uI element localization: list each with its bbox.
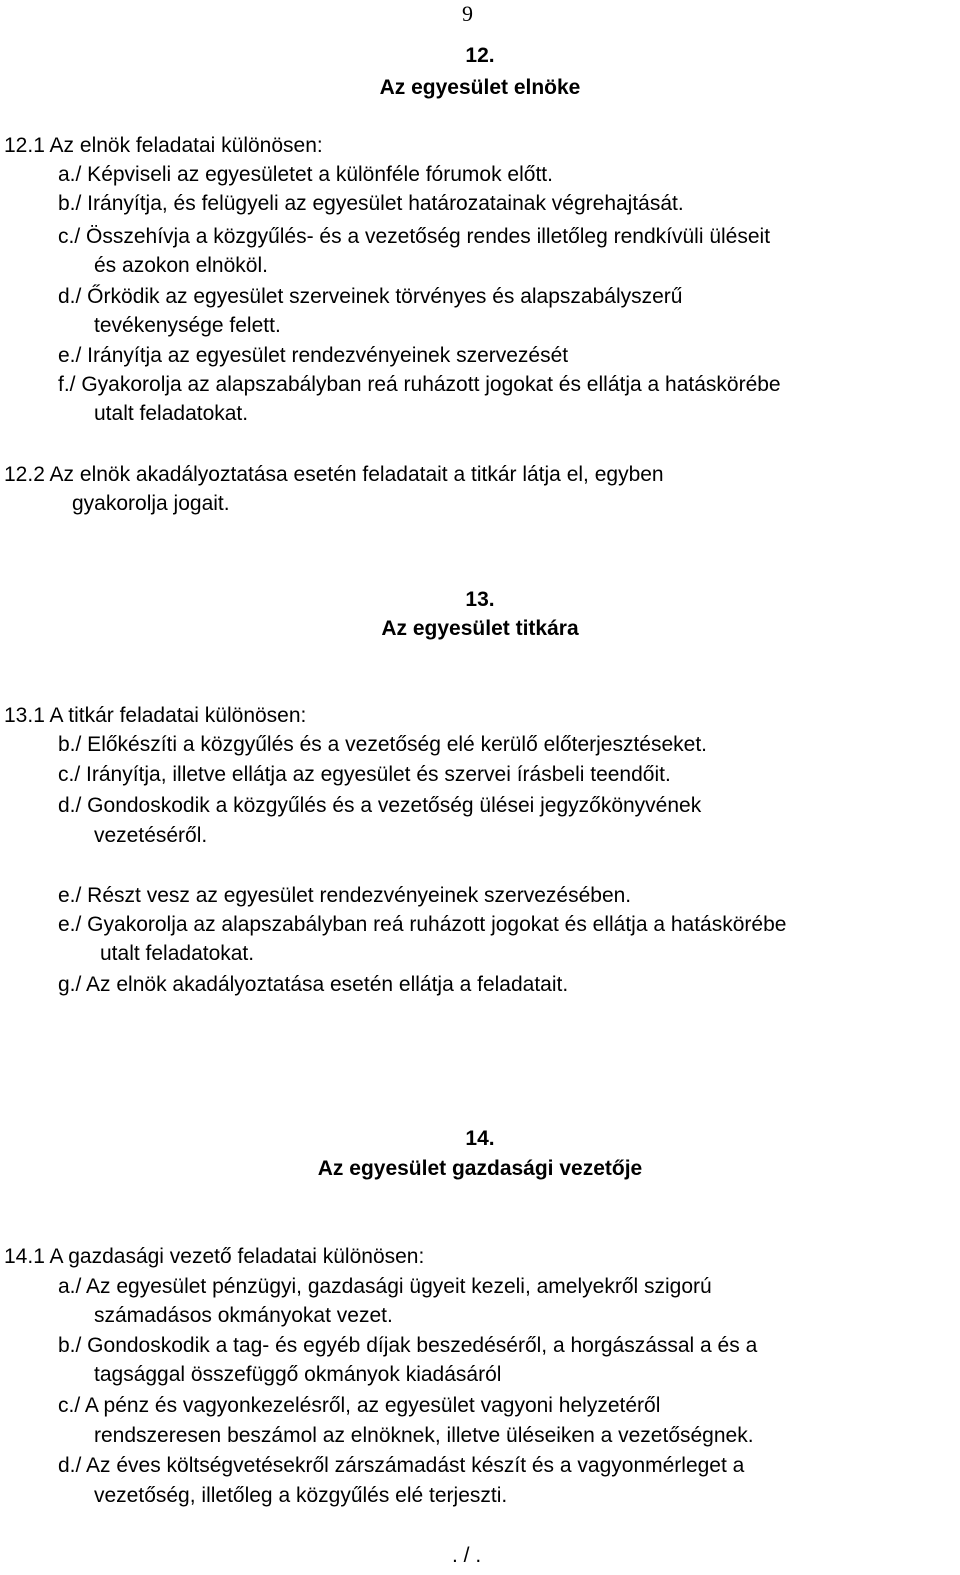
subsection-12-2-continuation: gyakorolja jogait. (72, 492, 230, 515)
section-13-title: Az egyesület titkára (381, 617, 579, 640)
list-item-continuation: utalt feladatokat. (94, 402, 249, 425)
list-item: b./ Gondoskodik a tag- és egyéb díjak beszedéséről, a horgászással a és a (58, 1334, 758, 1357)
list-item: d./ Az éves költségvetésekről zárszámadást készít és a vagyonmérleget a (58, 1454, 745, 1477)
list-item-continuation: rendszeresen beszámol az elnöknek, illetve üléseiken a vezetőségnek. (94, 1424, 754, 1447)
list-item: c./ Összehívja a közgyűlés- és a vezetőség rendes illetőleg rendkívüli üléseit (58, 225, 771, 248)
section-14-title: Az egyesület gazdasági vezetője (317, 1157, 643, 1180)
list-item: e./ Részt vesz az egyesület rendezvényeinek szervezésében. (58, 884, 632, 907)
list-item: e./ Gyakorolja az alapszabályban reá ruházott jogokat és ellátja a hatáskörébe (58, 913, 787, 936)
list-item: g./ Az elnök akadályoztatása esetén ellátja a feladatait. (58, 973, 569, 996)
list-item: b./ Előkészíti a közgyűlés és a vezetőség elé kerülő előterjesztéseket. (58, 733, 708, 756)
list-item: e./ Irányítja az egyesület rendezvényeinek szervezését (58, 344, 569, 367)
page-number: 9 (462, 1, 473, 26)
list-item-continuation: tevékenysége felett. (94, 314, 281, 337)
section-14-number: 14. (465, 1127, 495, 1150)
list-item-continuation: vezetéséről. (94, 824, 208, 847)
subsection-12-2-heading: 12.2 Az elnök akadályoztatása esetén feladatait a titkár látja el, egyben (4, 463, 664, 486)
section-12-number: 12. (465, 44, 495, 67)
list-item-continuation: számadásos okmányokat vezet. (94, 1304, 393, 1327)
list-item-continuation: vezetőség, illetőleg a közgyűlés elé terjeszti. (94, 1484, 508, 1507)
subsection-13-1-heading: 13.1 A titkár feladatai különösen: (4, 704, 307, 727)
footer-mark: . / . (452, 1544, 482, 1567)
section-13-number: 13. (465, 588, 495, 611)
list-item-continuation: utalt feladatokat. (100, 942, 255, 965)
list-item: a./ Képviseli az egyesületet a különféle fórumok előtt. (58, 163, 553, 186)
list-item: b./ Irányítja, és felügyeli az egyesület határozatainak végrehajtását. (58, 192, 684, 215)
list-item: c./ A pénz és vagyonkezelésről, az egyesület vagyoni helyzetéről (58, 1394, 661, 1417)
list-item: c./ Irányítja, illetve ellátja az egyesület és szervei írásbeli teendőit. (58, 763, 671, 786)
list-item-continuation: tagsággal összefüggő okmányok kiadásáról (94, 1363, 502, 1386)
list-item-continuation: és azokon elnököl. (94, 254, 268, 277)
list-item: d./ Gondoskodik a közgyűlés és a vezetőség ülései jegyzőkönyvének (58, 794, 702, 817)
section-12-title: Az egyesület elnöke (379, 76, 581, 99)
list-item: d./ Őrködik az egyesület szerveinek törvényes és alapszabályszerű (58, 285, 683, 308)
subsection-14-1-heading: 14.1 A gazdasági vezető feladatai különösen: (4, 1245, 425, 1268)
subsection-12-1-heading: 12.1 Az elnök feladatai különösen: (4, 134, 323, 157)
list-item: f./ Gyakorolja az alapszabályban reá ruházott jogokat és ellátja a hatáskörébe (58, 373, 781, 396)
list-item: a./ Az egyesület pénzügyi, gazdasági ügyeit kezeli, amelyekről szigorú (58, 1275, 712, 1298)
